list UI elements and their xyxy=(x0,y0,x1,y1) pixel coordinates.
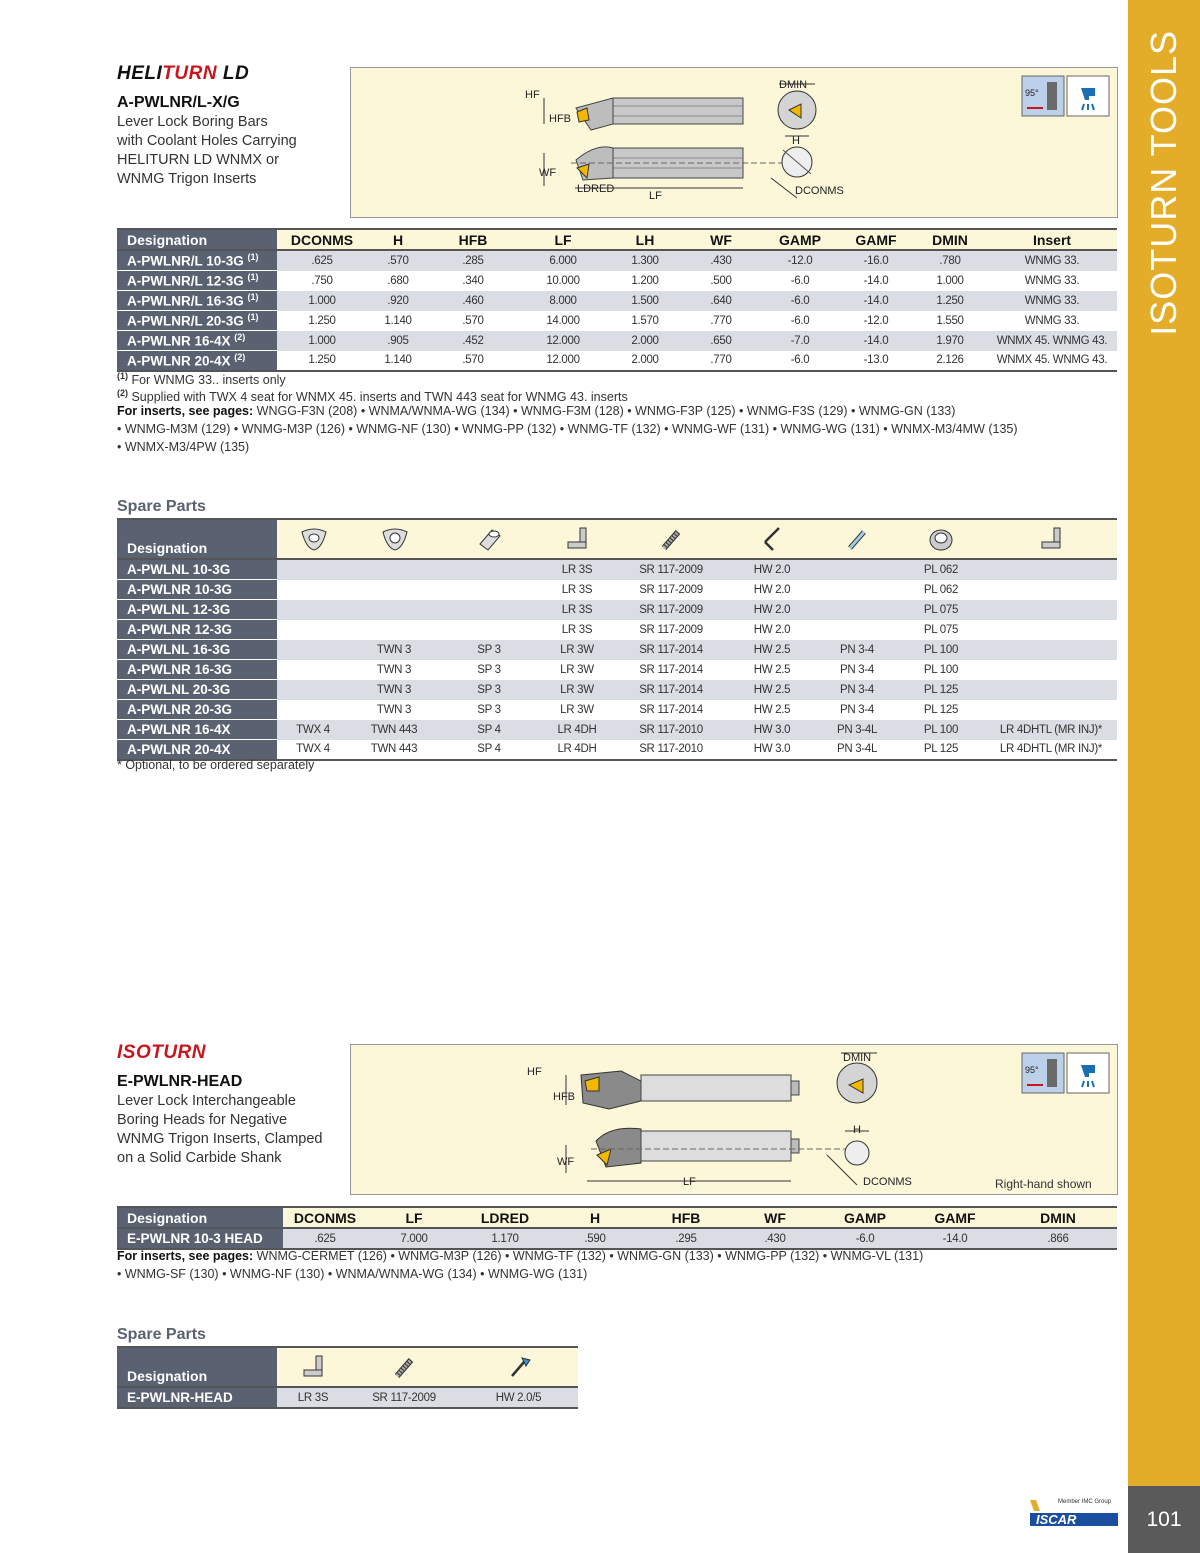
table-cell: SP 4 xyxy=(439,720,539,740)
product-description xyxy=(117,113,297,189)
label-wf: WF xyxy=(557,1156,575,1168)
table-cell: LR 3S xyxy=(539,580,615,600)
table-cell: 1.500 xyxy=(609,291,681,311)
table-cell: TWX 4 xyxy=(277,740,349,761)
table-cell xyxy=(985,559,1117,580)
row-designation: A-PWLNR/L 10-3G $^{(1)}$ xyxy=(117,250,277,271)
table-cell: TWN 3 xyxy=(349,640,439,660)
table-cell: -6.0 xyxy=(761,311,839,331)
table-cell: .460 xyxy=(429,291,517,311)
table-cell: SR 117-2009 xyxy=(615,600,727,620)
col-gamf: GAMF xyxy=(839,229,913,250)
table-cell: SR 117-2009 xyxy=(615,580,727,600)
label-lf: LF xyxy=(649,190,662,202)
table-cell: .452 xyxy=(429,331,517,351)
description-line: on a Solid Carbide Shank xyxy=(117,1150,282,1166)
table-cell: SR 117-2014 xyxy=(615,660,727,680)
key-icon xyxy=(459,1347,578,1387)
table-cell: .750 xyxy=(277,271,367,291)
table-cell: 1.250 xyxy=(913,291,987,311)
table-row xyxy=(117,559,1117,580)
table-cell: -6.0 xyxy=(761,351,839,372)
table-cell: .625 xyxy=(283,1228,367,1249)
table-cell xyxy=(985,640,1117,660)
table-cell: SR 117-2009 xyxy=(615,559,727,580)
table-cell: .680 xyxy=(367,271,429,291)
pin-icon xyxy=(817,519,897,559)
table-cell: HW 2.0 xyxy=(727,620,817,640)
label-hfb: HFB xyxy=(553,1091,575,1103)
table-cell: .340 xyxy=(429,271,517,291)
table-cell xyxy=(985,680,1117,700)
col-designation: Designation xyxy=(117,519,277,559)
product-code: E-PWLNR-HEAD xyxy=(117,1073,243,1090)
table-row xyxy=(117,1228,1117,1249)
col-dconms: DCONMS xyxy=(283,1207,367,1228)
table-cell: SR 117-2014 xyxy=(615,700,727,720)
table-cell: TWN 443 xyxy=(349,740,439,761)
table-cell: 6.000 xyxy=(517,250,609,271)
table-cell: LR 3S xyxy=(277,1387,349,1408)
table-cell: .570 xyxy=(367,250,429,271)
row-designation: E-PWLNR 10-3 HEAD xyxy=(117,1228,283,1249)
boring-bar-drawing xyxy=(351,68,1117,217)
table-cell: 1.000 xyxy=(277,331,367,351)
table-cell: TWN 3 xyxy=(349,660,439,680)
row-designation: A-PWLNR/L 16-3G $^{(1)}$ xyxy=(117,291,277,311)
col-lf: LF xyxy=(367,1207,461,1228)
table-cell xyxy=(277,559,349,580)
table-cell: .905 xyxy=(367,331,429,351)
table-cell: HW 3.0 xyxy=(727,720,817,740)
insert-references-3: • WNMX-M3/4PW (135) xyxy=(117,440,250,454)
row-designation: A-PWLNR 20-3G xyxy=(117,700,277,720)
label-h: H xyxy=(853,1124,861,1136)
table-cell: PL 100 xyxy=(897,640,985,660)
table-cell: TWN 3 xyxy=(349,700,439,720)
table-cell: TWX 4 xyxy=(277,720,349,740)
brand-part-2: TURN xyxy=(162,63,218,84)
description-line: WNMG Trigon Inserts, Clamped xyxy=(117,1131,323,1147)
table-cell: HW 2.0/5 xyxy=(459,1387,578,1408)
table-cell: PN 3-4 xyxy=(817,660,897,680)
table-cell: 1.300 xyxy=(609,250,681,271)
specs-header xyxy=(117,229,1117,250)
plug-icon xyxy=(897,519,985,559)
table-cell: 1.570 xyxy=(609,311,681,331)
table-cell xyxy=(277,580,349,600)
table-cell: -7.0 xyxy=(761,331,839,351)
table-cell: SP 3 xyxy=(439,660,539,680)
table-row xyxy=(117,680,1117,700)
row-designation: A-PWLNR 20-4X xyxy=(117,740,277,761)
table-cell: 1.170 xyxy=(461,1228,549,1249)
table-cell: SP 3 xyxy=(439,640,539,660)
table-cell xyxy=(277,680,349,700)
table-cell: -13.0 xyxy=(839,351,913,372)
description-line: with Coolant Holes Carrying xyxy=(117,133,297,149)
table-cell xyxy=(817,559,897,580)
table-cell: 10.000 xyxy=(517,271,609,291)
row-designation: A-PWLNR 16-4X xyxy=(117,720,277,740)
label-hf: HF xyxy=(525,89,540,101)
col-ldred: LDRED xyxy=(461,1207,549,1228)
row-designation: A-PWLNR 10-3G xyxy=(117,580,277,600)
table-cell: 14.000 xyxy=(517,311,609,331)
brand-heliturn-ld xyxy=(117,63,249,85)
table-cell: LR 3W xyxy=(539,640,615,660)
insert-references: For inserts, see pages: WNGG-F3N (208) • WNMA/WNMA-WG (134) • WNMG-F3M (128) • WNMG-F3P (125) • WNMG-F3S (129) • WNMG-GN (133) xyxy=(117,404,956,418)
table-cell: PL 100 xyxy=(897,660,985,680)
table-cell: 1.140 xyxy=(367,351,429,372)
specs-table xyxy=(117,1206,1117,1250)
seat-icon xyxy=(349,519,439,559)
row-designation: A-PWLNR/L 12-3G $^{(1)}$ xyxy=(117,271,277,291)
row-designation: A-PWLNL 12-3G xyxy=(117,600,277,620)
table-cell: WNMG 33. xyxy=(987,311,1117,331)
table-cell: -16.0 xyxy=(839,250,913,271)
specs-body xyxy=(117,1228,1117,1249)
table-cell: HW 2.0 xyxy=(727,600,817,620)
table-cell: PL 125 xyxy=(897,680,985,700)
spare-header xyxy=(117,519,1117,559)
table-cell: -14.0 xyxy=(911,1228,999,1249)
section-tab-label: ISOTURN TOOLS xyxy=(1143,29,1184,336)
table-cell: .295 xyxy=(641,1228,731,1249)
spare-parts-title: Spare Parts xyxy=(117,498,206,515)
row-designation: A-PWLNR/L 20-3G $^{(1)}$ xyxy=(117,311,277,331)
table-cell: 2.126 xyxy=(913,351,987,372)
col-lf: LF xyxy=(517,229,609,250)
col-hfb: HFB xyxy=(429,229,517,250)
table-cell xyxy=(985,700,1117,720)
table-cell: LR 3S xyxy=(539,620,615,640)
table-cell xyxy=(349,580,439,600)
table-cell: 1.140 xyxy=(367,311,429,331)
table-cell: HW 2.5 xyxy=(727,660,817,680)
table-cell: 7.000 xyxy=(367,1228,461,1249)
table-cell: -14.0 xyxy=(839,331,913,351)
description-line: HELITURN LD WNMX or xyxy=(117,152,279,168)
table-cell xyxy=(439,580,539,600)
table-cell xyxy=(277,600,349,620)
table-cell: -6.0 xyxy=(761,291,839,311)
label-dconms: DCONMS xyxy=(795,185,844,197)
lever-icon xyxy=(985,519,1117,559)
product-description xyxy=(117,1092,322,1168)
table-cell: .780 xyxy=(913,250,987,271)
row-designation: A-PWLNR 12-3G xyxy=(117,620,277,640)
table-cell: PN 3-4L xyxy=(817,720,897,740)
footnote-2: $^{(2)}$ Supplied with TWX 4 seat for WNMX 45. inserts and TWN 443 seat for WNMG 43. inserts xyxy=(117,388,628,405)
col-gamp: GAMP xyxy=(819,1207,911,1228)
table-cell: 12.000 xyxy=(517,331,609,351)
table-cell xyxy=(349,620,439,640)
col-h: H xyxy=(549,1207,641,1228)
table-row xyxy=(117,271,1117,291)
spare-body xyxy=(117,559,1117,760)
table-cell: 1.970 xyxy=(913,331,987,351)
table-cell: 1.250 xyxy=(277,351,367,372)
label-dmin: DMIN xyxy=(779,79,808,91)
col-dmin: DMIN xyxy=(999,1207,1117,1228)
spare-body xyxy=(117,1387,578,1408)
table-cell: HW 2.5 xyxy=(727,640,817,660)
table-cell: SR 117-2009 xyxy=(349,1387,459,1408)
label-ldred: LDRED xyxy=(577,183,615,195)
table-cell xyxy=(985,580,1117,600)
table-cell: 2.000 xyxy=(609,351,681,372)
table-row xyxy=(117,660,1117,680)
row-designation: A-PWLNR 16-4X $^{(2)}$ xyxy=(117,331,277,351)
table-cell: SP 4 xyxy=(439,740,539,761)
label-lf: LF xyxy=(683,1176,696,1188)
table-cell: LR 3S xyxy=(539,559,615,580)
table-cell: .770 xyxy=(681,311,761,331)
description-line: Boring Heads for Negative xyxy=(117,1112,288,1128)
table-cell: .590 xyxy=(549,1228,641,1249)
table-cell: 1.000 xyxy=(277,291,367,311)
table-cell: 12.000 xyxy=(517,351,609,372)
spare-header xyxy=(117,1347,578,1387)
table-cell: LR 4DHTL (MR INJ)* xyxy=(985,720,1117,740)
table-cell xyxy=(277,640,349,660)
table-cell: PL 075 xyxy=(897,620,985,640)
table-cell: SR 117-2010 xyxy=(615,720,727,740)
description-line: Lever Lock Interchangeable xyxy=(117,1093,296,1109)
table-cell: -6.0 xyxy=(819,1228,911,1249)
col-gamf: GAMF xyxy=(911,1207,999,1228)
table-cell xyxy=(439,620,539,640)
table-row xyxy=(117,1387,578,1408)
col-wf: WF xyxy=(681,229,761,250)
row-designation: A-PWLNR 20-4X $^{(2)}$ xyxy=(117,351,277,372)
insert-references-2: • WNMG-M3M (129) • WNMG-M3P (126) • WNMG-NF (130) • WNMG-PP (132) • WNMG-TF (132) • WNMG-WF (131) • WNMG-WG (131) • WNMX-M3/4MW (135) xyxy=(117,422,1018,436)
brand-part-3: LD xyxy=(217,63,250,84)
table-cell: .430 xyxy=(681,250,761,271)
table-cell: PL 125 xyxy=(897,740,985,761)
table-cell: PL 075 xyxy=(897,600,985,620)
screw-icon xyxy=(615,519,727,559)
drawing-caption: Right-hand shown xyxy=(995,1177,1092,1191)
label-wf: WF xyxy=(539,167,557,179)
table-cell: 1.550 xyxy=(913,311,987,331)
spare-parts-table xyxy=(117,518,1117,761)
footnote-1: $^{(1)}$ For WNMG 33.. inserts only xyxy=(117,371,286,388)
table-cell xyxy=(277,700,349,720)
table-cell: SP 3 xyxy=(439,700,539,720)
table-cell: PL 062 xyxy=(897,580,985,600)
table-cell: LR 3S xyxy=(539,600,615,620)
table-cell: WNMX 45. WNMG 43. xyxy=(987,351,1117,372)
table-cell xyxy=(349,600,439,620)
table-cell: LR 3W xyxy=(539,660,615,680)
table-row xyxy=(117,580,1117,600)
table-cell: PL 100 xyxy=(897,720,985,740)
table-row xyxy=(117,700,1117,720)
col-dmin: DMIN xyxy=(913,229,987,250)
table-cell xyxy=(439,559,539,580)
table-cell: PN 3-4 xyxy=(817,680,897,700)
table-cell: -14.0 xyxy=(839,271,913,291)
table-cell: .866 xyxy=(999,1228,1117,1249)
table-cell: TWN 443 xyxy=(349,720,439,740)
table-cell xyxy=(985,600,1117,620)
col-designation: Designation xyxy=(117,1347,277,1387)
table-cell: .640 xyxy=(681,291,761,311)
table-cell xyxy=(985,620,1117,640)
table-cell: HW 2.5 xyxy=(727,680,817,700)
row-designation: A-PWLNL 16-3G xyxy=(117,640,277,660)
seat-icon xyxy=(277,519,349,559)
table-cell: LR 3W xyxy=(539,700,615,720)
brand-isoturn: ISOTURN xyxy=(117,1042,206,1063)
table-cell xyxy=(817,580,897,600)
table-row xyxy=(117,331,1117,351)
col-gamp: GAMP xyxy=(761,229,839,250)
col-h: H xyxy=(367,229,429,250)
table-cell: PN 3-4 xyxy=(817,640,897,660)
table-cell: SR 117-2009 xyxy=(615,620,727,640)
tool-drawing xyxy=(350,1044,1118,1195)
col-dconms: DCONMS xyxy=(277,229,367,250)
table-cell xyxy=(439,600,539,620)
screw-icon xyxy=(349,1347,459,1387)
label-dmin: DMIN xyxy=(843,1052,872,1064)
table-row xyxy=(117,291,1117,311)
svg-text:ISCAR: ISCAR xyxy=(1036,1512,1077,1527)
table-row xyxy=(117,620,1117,640)
table-cell: .430 xyxy=(731,1228,819,1249)
table-cell: HW 2.0 xyxy=(727,580,817,600)
lever-icon xyxy=(277,1347,349,1387)
table-cell xyxy=(277,620,349,640)
table-cell: -12.0 xyxy=(761,250,839,271)
row-designation: A-PWLNL 10-3G xyxy=(117,559,277,580)
label-hfb: HFB xyxy=(549,113,571,125)
table-cell: WNMG 33. xyxy=(987,250,1117,271)
table-cell: 2.000 xyxy=(609,331,681,351)
col-lh: LH xyxy=(609,229,681,250)
table-cell xyxy=(277,660,349,680)
spare-footnote: * Optional, to be ordered separately xyxy=(117,758,315,772)
table-cell: WNMG 33. xyxy=(987,291,1117,311)
table-cell: LR 3W xyxy=(539,680,615,700)
col-designation: Designation xyxy=(117,229,277,250)
table-cell: .650 xyxy=(681,331,761,351)
angle-95-icon: 95° xyxy=(1025,1065,1039,1075)
col-insert: Insert xyxy=(987,229,1117,250)
table-cell: -12.0 xyxy=(839,311,913,331)
table-cell xyxy=(817,620,897,640)
col-designation: Designation xyxy=(117,1207,283,1228)
row-designation: A-PWLNL 20-3G xyxy=(117,680,277,700)
table-cell: 1.250 xyxy=(277,311,367,331)
description-line: Lever Lock Boring Bars xyxy=(117,114,268,130)
spare-parts-table xyxy=(117,1346,578,1409)
hex-key-icon xyxy=(727,519,817,559)
label-hf: HF xyxy=(527,1066,542,1078)
table-cell: TWN 3 xyxy=(349,680,439,700)
sleeve-icon xyxy=(439,519,539,559)
col-wf: WF xyxy=(731,1207,819,1228)
table-row xyxy=(117,250,1117,271)
table-cell: .770 xyxy=(681,351,761,372)
page-number: 101 xyxy=(1128,1486,1200,1553)
description-line: WNMG Trigon Inserts xyxy=(117,171,257,187)
label-dconms: DCONMS xyxy=(863,1176,912,1188)
brand-part-1: HELI xyxy=(117,63,163,84)
table-cell: .625 xyxy=(277,250,367,271)
table-cell: -6.0 xyxy=(761,271,839,291)
col-hfb: HFB xyxy=(641,1207,731,1228)
table-cell: PN 3-4L xyxy=(817,740,897,761)
table-cell: 1.200 xyxy=(609,271,681,291)
table-cell: PL 125 xyxy=(897,700,985,720)
logo-tagline: Member IMC Group xyxy=(1058,1499,1112,1505)
spare-parts-title: Spare Parts xyxy=(117,1326,206,1343)
product-code: A-PWLNR/L-X/G xyxy=(117,94,240,111)
section-tab xyxy=(1128,0,1200,365)
table-cell: LR 4DH xyxy=(539,740,615,761)
table-row xyxy=(117,640,1117,660)
table-cell xyxy=(817,600,897,620)
table-cell: SR 117-2010 xyxy=(615,740,727,761)
table-cell: .570 xyxy=(429,351,517,372)
table-cell xyxy=(985,660,1117,680)
table-cell: WNMG 33. xyxy=(987,271,1117,291)
boring-head-drawing xyxy=(351,1045,1117,1194)
table-cell: 8.000 xyxy=(517,291,609,311)
specs-body xyxy=(117,250,1117,371)
table-cell: SP 3 xyxy=(439,680,539,700)
table-cell: .285 xyxy=(429,250,517,271)
iscar-logo xyxy=(1030,1497,1120,1529)
table-cell xyxy=(349,559,439,580)
table-cell: .570 xyxy=(429,311,517,331)
table-cell: LR 4DHTL (MR INJ)* xyxy=(985,740,1117,761)
insert-references: For inserts, see pages: WNMG-CERMET (126) • WNMG-M3P (126) • WNMG-TF (132) • WNMG-GN (133) • WNMG-PP (132) • WNMG-VL (131) xyxy=(117,1249,924,1263)
insert-references-2: • WNMG-SF (130) • WNMG-NF (130) • WNMA/WNMA-WG (134) • WNMG-WG (131) xyxy=(117,1267,588,1281)
table-cell: HW 2.5 xyxy=(727,700,817,720)
lever-icon xyxy=(539,519,615,559)
table-cell: .920 xyxy=(367,291,429,311)
tool-drawing xyxy=(350,67,1118,218)
angle-95-icon: 95° xyxy=(1025,88,1039,98)
table-cell: HW 2.0 xyxy=(727,559,817,580)
table-row xyxy=(117,600,1117,620)
label-h: H xyxy=(792,135,800,147)
table-cell: HW 3.0 xyxy=(727,740,817,761)
table-cell: PN 3-4 xyxy=(817,700,897,720)
table-cell: SR 117-2014 xyxy=(615,640,727,660)
table-cell: LR 4DH xyxy=(539,720,615,740)
specs-header xyxy=(117,1207,1117,1228)
table-cell: PL 062 xyxy=(897,559,985,580)
table-cell: .500 xyxy=(681,271,761,291)
table-row xyxy=(117,311,1117,331)
table-row xyxy=(117,720,1117,740)
table-cell: SR 117-2014 xyxy=(615,680,727,700)
row-designation: E-PWLNR-HEAD xyxy=(117,1387,277,1408)
table-cell: 1.000 xyxy=(913,271,987,291)
row-designation: A-PWLNR 16-3G xyxy=(117,660,277,680)
table-cell: -14.0 xyxy=(839,291,913,311)
specs-table xyxy=(117,228,1117,372)
table-cell: WNMX 45. WNMG 43. xyxy=(987,331,1117,351)
